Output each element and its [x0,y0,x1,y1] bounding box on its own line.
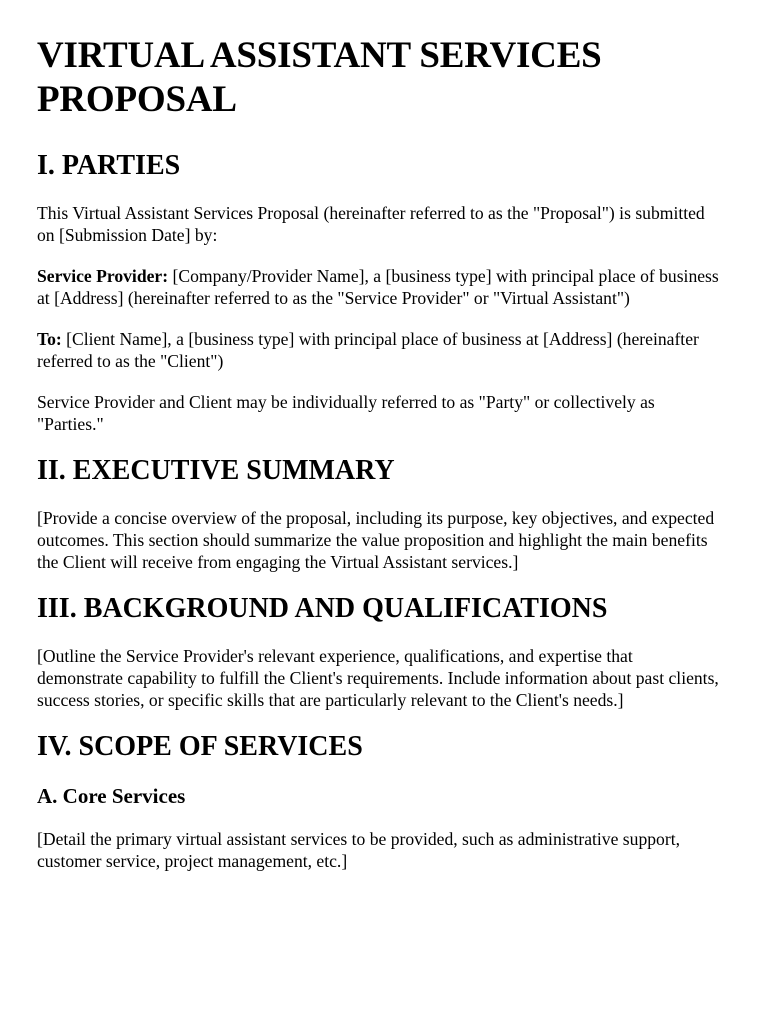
subsection-heading-core-services: A. Core Services [37,784,186,808]
parties-collective: Service Provider and Client may be individually referred to as "Party" or collectively as "Parties." [37,392,655,434]
service-provider-text: [Company/Provider Name], a [business type] with principal place of business at [Address] (hereinafter referred to as the "Service Provider" or "Virtual Assistant") [37,266,719,308]
document-title: VIRTUAL ASSISTANT SERVICES PROPOSAL [37,35,602,120]
section-executive-summary [37,454,722,573]
client-text: [Client Name], a [business type] with principal place of business at [Address] (hereinafter referred to as the "Client") [37,329,699,371]
section-parties [37,149,722,435]
parties-intro: This Virtual Assistant Services Proposal (hereinafter referred to as the "Proposal") is submitted on [Submission Date] by: [37,203,705,245]
section-background [37,592,722,711]
core-services-body: [Detail the primary virtual assistant services to be provided, such as administrative support, customer service, project management, etc.] [37,829,680,871]
client-label: To: [37,329,62,349]
section-heading-parties: I. PARTIES [37,150,181,181]
service-provider-label: Service Provider: [37,266,169,286]
section-scope [37,730,722,872]
section-heading-background: III. BACKGROUND AND QUALIFICATIONS [37,593,608,624]
section-heading-scope: IV. SCOPE OF SERVICES [37,731,363,762]
service-provider-paragraph [37,265,722,309]
background-body: [Outline the Service Provider's relevant experience, qualifications, and expertise that demonstrate capability to fulfill the Client's requirements. Include information about past clients, success stories, or specific skills that are particularly relevant to the Client's needs.] [37,646,719,710]
client-paragraph [37,328,722,372]
executive-summary-body: [Provide a concise overview of the proposal, including its purpose, key objectives, and expected outcomes. This section should summarize the value proposition and highlight the main benefits the Client will receive from engaging the Virtual Assistant services.] [37,508,715,572]
section-heading-executive-summary: II. EXECUTIVE SUMMARY [37,455,395,486]
